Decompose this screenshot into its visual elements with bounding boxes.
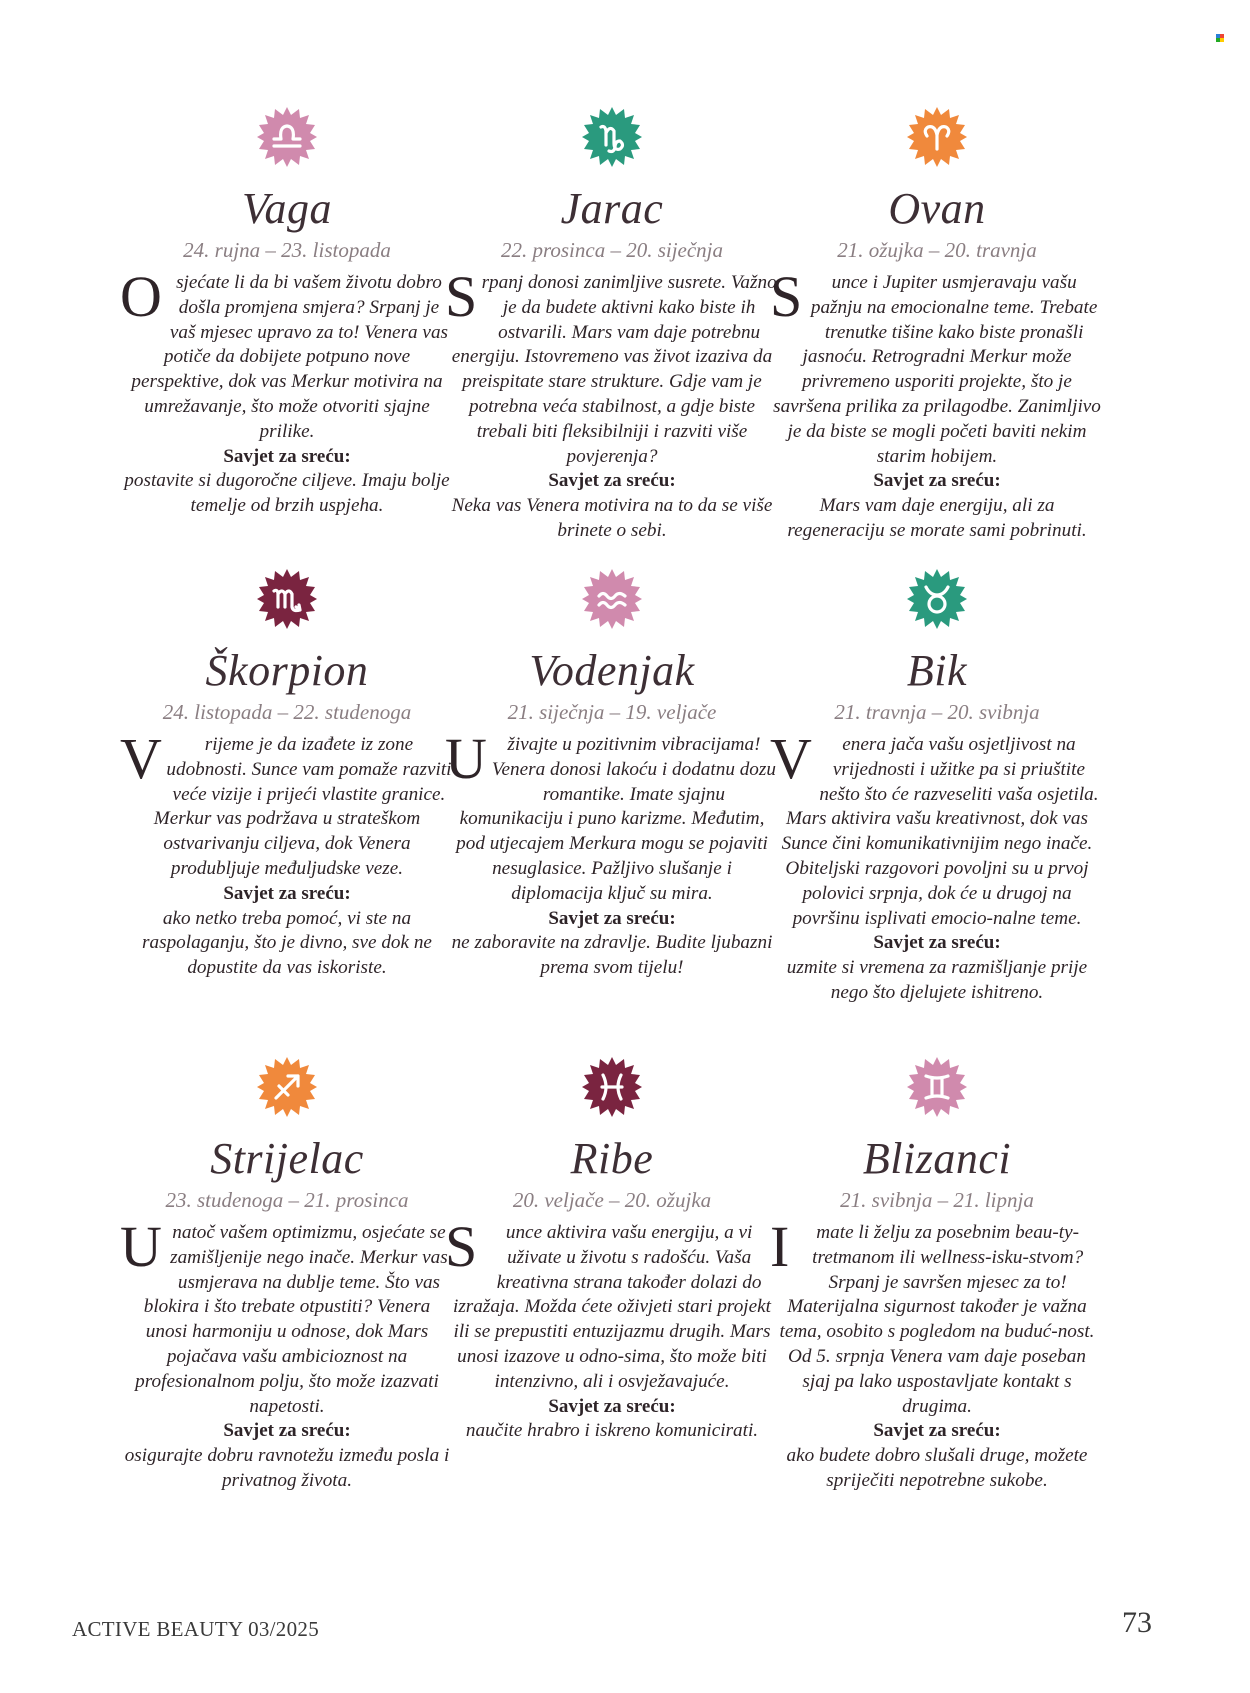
sign-text xyxy=(770,264,1102,469)
capricorn-icon xyxy=(580,105,644,169)
aries-icon xyxy=(905,105,969,169)
drop-cap: S xyxy=(770,264,803,329)
advice-title: Savjet za sreću: xyxy=(223,882,351,904)
advice-text: Neka vas Venera motivira na to da se više brinete o sebi. xyxy=(451,495,773,541)
advice-title: Savjet za sreću: xyxy=(873,932,1001,954)
sign-paragraph: enera jača vašu osjetljivost na vrijednosti i užitke pa si priuštite nešto što će razveseliti vaša osjetila. Mars aktivira vašu kreativnost, dok vas Sunce čini komunikativnijim nego inače. Obiteljski razgovori povoljni su u prvoj polovici srpnja, dok će u drugoj na površinu isplivati emocio-nalne teme. xyxy=(781,734,1099,929)
sign-paragraph: natoč vašem optimizmu, osjećate se zamišljenije nego inače. Merkur vas usmjerava na dublje teme. Što vas blokira i što trebate otpustiti? Venera unosi harmoniju u odnose, dok Mars pojačava vašu ambicioznost na profesionalnom polju, što može izazvati napetosti. xyxy=(135,1222,448,1417)
advice-text: ako budete dobro slušali druge, možete spriječiti nepotrebne sukobe. xyxy=(786,1445,1088,1491)
advice-text: postavite si dugoročne ciljeve. Imaju bolje temelje od brzih uspjeha. xyxy=(124,470,450,517)
sign-paragraph: rpanj donosi zanimljive susrete. Važno je da budete aktivni kako biste ih ostvarili. Mars vam daje potrebnu energiju. Istovremeno vas život izaziva da preispitate stare strukture. Gdje vam je potrebna veća stabilnost, a gdje biste trebali biti fleksibilniji i razviti više povjerenja? xyxy=(451,272,777,467)
aquarius-icon xyxy=(580,567,644,631)
sign-blizanci xyxy=(762,1055,1112,1494)
sign-dates: 21. siječnja – 19. veljače xyxy=(507,700,717,724)
drop-cap: S xyxy=(445,264,478,329)
sign-dates: 23. studenoga – 21. prosinca xyxy=(165,1188,409,1212)
sign-text xyxy=(445,264,777,469)
sign-vodenjak xyxy=(437,567,787,981)
sign-ovan xyxy=(762,105,1112,544)
advice-title: Savjet za sreću: xyxy=(223,1420,351,1442)
sign-text xyxy=(120,1214,452,1419)
advice-text: ne zaboravite na zdravlje. Budite ljubazni prema svom tijelu! xyxy=(451,932,773,979)
sagittarius-icon xyxy=(255,1055,319,1119)
scorpio-icon xyxy=(255,567,319,631)
sign-dates: 20. veljače – 20. ožujka xyxy=(512,1188,712,1212)
drop-cap: O xyxy=(120,264,162,329)
sign-name: Vodenjak xyxy=(529,646,695,695)
sign-dates: 22. prosinca – 20. siječnja xyxy=(500,238,724,262)
sign-dates: 21. travnja – 20. svibnja xyxy=(834,700,1040,724)
advice-text: naučite hrabro i iskreno komunicirati. xyxy=(465,1420,759,1442)
sign-jarac xyxy=(437,105,787,544)
sign-name: Blizanci xyxy=(862,1134,1012,1183)
sign-text xyxy=(770,726,1102,931)
sign-paragraph: rijeme je da izađete iz zone udobnosti. Sunce vam pomaže razviti veće vizije i prijeći vlastite granice. Merkur vas podržava u strateškom ostvarivanju ciljeva, dok Venera produbljuje međuljudske veze. xyxy=(153,734,452,879)
sign-name: Škorpion xyxy=(205,646,369,695)
sign-dates: 24. listopada – 22. studenoga xyxy=(162,700,412,724)
drop-cap: U xyxy=(120,1214,162,1279)
sign-name: Bik xyxy=(906,646,968,695)
sign-paragraph: unce aktivira vašu energiju, a vi uživate u životu s radošću. Vaša kreativna strana također dolazi do izražaja. Možda ćete oživjeti stari projekt ili se prepustiti entuzijazmu drugih. Mars unosi izazove u odno-sima, što može biti intenzivno, ali i osvježavajuće. xyxy=(453,1222,771,1392)
sign-text xyxy=(770,1214,1102,1419)
sign-paragraph: unce i Jupiter usmjeravaju vašu pažnju na emocionalne teme. Trebate trenutke tišine kako biste pronašli jasnoću. Retrogradni Merkur može privremeno usporiti projekte, što je savršena prilika za prilagodbe. Zanimljivo je da biste se mogli početi baviti nekim starim hobijem. xyxy=(773,272,1101,467)
advice-title: Savjet za sreću: xyxy=(548,907,676,929)
sign-text xyxy=(120,726,452,882)
magazine-issue: ACTIVE BEAUTY 03/2025 xyxy=(72,1617,319,1641)
sign-vaga xyxy=(112,105,462,519)
gemini-icon xyxy=(905,1055,969,1119)
sign-dates: 21. ožujka – 20. travnja xyxy=(837,238,1037,262)
sign-name: Ribe xyxy=(570,1134,654,1183)
advice-text: ako netko treba pomoć, vi ste na raspolaganju, što je divno, sve dok ne dopustite da vas iskoriste. xyxy=(142,907,432,979)
sign-strijelac xyxy=(112,1055,462,1494)
sign-skorpion xyxy=(112,567,462,981)
libra-icon xyxy=(255,105,319,169)
sign-name: Ovan xyxy=(888,184,986,233)
corner-color-mark xyxy=(1216,34,1224,42)
sign-name: Vaga xyxy=(242,184,332,233)
sign-bik xyxy=(762,567,1112,1006)
sign-dates: 24. rujna – 23. listopada xyxy=(183,238,391,262)
drop-cap: S xyxy=(445,1214,478,1279)
advice-title: Savjet za sreću: xyxy=(548,1395,676,1417)
advice-title: Savjet za sreću: xyxy=(223,445,351,467)
sign-name: Strijelac xyxy=(210,1134,364,1183)
sign-ribe xyxy=(437,1055,790,1444)
drop-cap: V xyxy=(770,726,812,791)
sign-text xyxy=(445,1214,777,1395)
drop-cap: I xyxy=(770,1214,790,1279)
drop-cap: U xyxy=(445,726,487,791)
sign-paragraph: mate li želju za posebnim beau-ty-tretmanom ili wellness-isku-stvom? Srpanj je savršen mjesec za to! Materijalna sigurnost također je važna tema, osobito s pogledom na buduć-nost. Od 5. srpnja Venera vam daje poseban sjaj pa lako uspostavljate kontakt s drugima. xyxy=(779,1222,1095,1417)
sign-text xyxy=(120,264,452,445)
drop-cap: V xyxy=(120,726,162,791)
advice-title: Savjet za sreću: xyxy=(548,470,676,492)
sign-dates: 21. svibnja – 21. lipnja xyxy=(840,1188,1034,1212)
advice-text: Mars vam daje energiju, ali za regeneraciju se morate sami pobrinuti. xyxy=(787,495,1087,541)
advice-text: uzmite si vremena za razmišljanje prije nego što djelujete ishitreno. xyxy=(786,957,1088,1003)
advice-title: Savjet za sreću: xyxy=(873,470,1001,492)
sign-paragraph: živajte u pozitivnim vibracijama! Venera donosi lakoću i dodatnu dozu romantike. Imate sjajnu komunikaciju i puno karizme. Međutim, pod utjecajem Merkura mogu se pojaviti nesuglasice. Pažljivo slušanje i diplomacija ključ su mira. xyxy=(456,734,776,904)
sign-text xyxy=(445,726,777,907)
advice-title: Savjet za sreću: xyxy=(873,1420,1001,1442)
taurus-icon xyxy=(905,567,969,631)
advice-text: osigurajte dobru ravnotežu između posla i privatnog života. xyxy=(124,1445,450,1491)
page-number: 73 xyxy=(1122,1606,1152,1639)
pisces-icon xyxy=(580,1055,644,1119)
sign-name: Jarac xyxy=(560,184,664,233)
sign-paragraph: sjećate li da bi vašem životu dobro došla promjena smjera? Srpanj je vaš mjesec upravo za to! Venera vas potiče da dobijete potpuno nove perspektive, dok vas Merkur motivira na umrežavanje, što može otvoriti sjajne prilike. xyxy=(131,272,449,442)
